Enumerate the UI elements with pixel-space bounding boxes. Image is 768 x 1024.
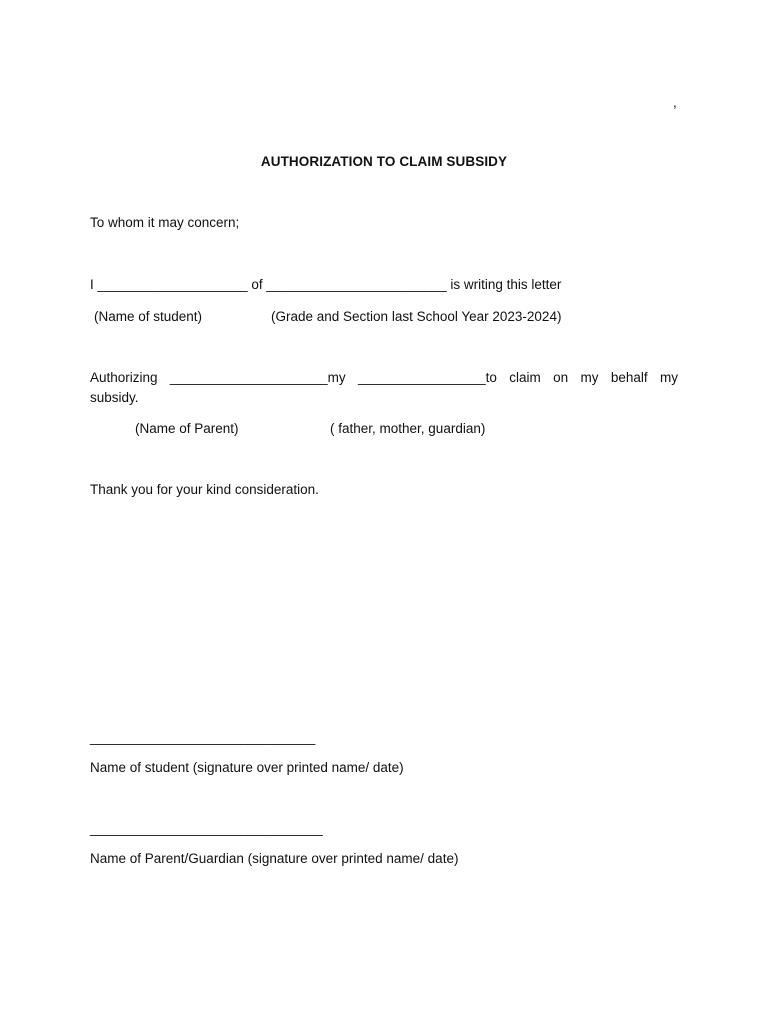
authorizing-word: my: [659, 370, 678, 385]
authorizing-word: my: [580, 370, 599, 385]
authorizing-word: on: [553, 370, 569, 385]
authorizing-word: _____________________my: [169, 370, 346, 385]
student-signature-label: Name of student (signature over printed name/ date): [90, 760, 404, 775]
statement-line: I ____________________ of ________________________ is writing this letter: [90, 277, 562, 292]
authorizing-word: behalf: [610, 370, 648, 385]
label-name-of-parent: (Name of Parent): [135, 421, 239, 436]
label-relation: ( father, mother, guardian): [330, 421, 486, 436]
parent-signature-label: Name of Parent/Guardian (signature over printed name/ date): [90, 851, 459, 866]
student-signature-line: ______________________________: [90, 730, 316, 745]
authorizing-continuation: subsidy.: [90, 390, 139, 405]
authorizing-word: claim: [509, 370, 541, 385]
parent-signature-line: _______________________________: [90, 821, 323, 836]
closing-thanks: Thank you for your kind consideration.: [90, 482, 319, 497]
label-grade-section: (Grade and Section last School Year 2023-2024): [271, 309, 562, 324]
authorizing-word: Authorizing: [90, 370, 158, 385]
salutation: To whom it may concern;: [90, 215, 240, 230]
authorizing-word: _________________to: [357, 370, 497, 385]
label-name-of-student: (Name of student): [94, 309, 203, 324]
authorizing-line: [90, 369, 678, 387]
corner-mark: ,: [673, 95, 677, 110]
document-title: AUTHORIZATION TO CLAIM SUBSIDY: [260, 154, 508, 169]
